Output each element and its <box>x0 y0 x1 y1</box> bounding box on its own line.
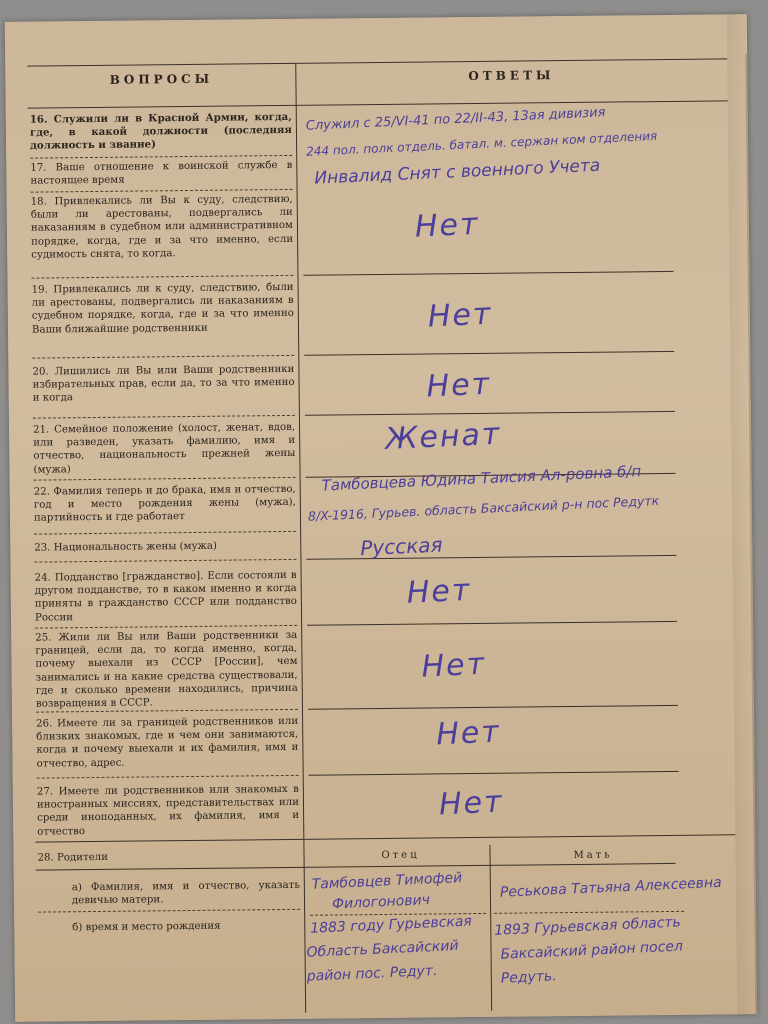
row-rule <box>34 531 296 535</box>
mother-birth-line1: 1893 Гурьевская область <box>493 914 682 939</box>
question-text: Жили ли Вы или Ваши родственники за границей, если да, то когда именно, когда, почему выехали из СССР [России], чем занимались и на какие средства существовали, где и сколько времени находились, причина возвращения в СССР. <box>35 629 298 710</box>
column-divider <box>295 63 306 1013</box>
row-rule <box>32 355 294 359</box>
parents-header-rule <box>36 863 676 871</box>
row-rule <box>35 625 297 629</box>
answer-16-line2: 244 пол. полк отдель. батал. м. сержан ком отделения <box>305 128 658 159</box>
row-rule <box>494 911 684 914</box>
row-rule <box>34 477 296 481</box>
answer-16-line1: Служил с 25/VI-41 по 22/II-43, 13ая дивизия <box>305 105 606 134</box>
answer-18: Нет <box>414 206 481 245</box>
row-rule <box>30 155 292 159</box>
question-28b: б) время и место рождения <box>72 920 221 934</box>
question-text: Родители <box>56 851 109 864</box>
answer-21: Женат <box>384 416 503 457</box>
question-text: Служили ли в Красной Армии, когда, где, в какой должности (последняя должность и звание) <box>29 110 292 153</box>
question-number: 20. <box>32 366 49 378</box>
answer-rule <box>303 271 673 276</box>
answer-23: Русская <box>359 532 444 561</box>
question-text: Семейное положение (холост, женат, вдов, или разведен, указать фамилию, имя и отчество, национальность прежней жены (мужа) <box>33 421 296 476</box>
question-28a: а) Фамилия, имя и отчество, указать девичью матери. <box>71 879 300 907</box>
father-name-line1: Тамбовцев Тимофей <box>311 869 463 893</box>
top-rule <box>27 58 727 66</box>
question-27 <box>37 783 300 839</box>
answer-25: Нет <box>420 646 487 685</box>
question-17 <box>30 159 292 188</box>
question-number: 25. <box>35 632 52 644</box>
question-number: 21. <box>33 424 50 436</box>
question-19 <box>32 281 295 337</box>
question-number: 23. <box>34 542 51 554</box>
answer-24: Нет <box>405 572 473 611</box>
mother-column-header: Мать <box>573 849 613 862</box>
row-rule <box>37 775 299 779</box>
row-rule <box>38 909 300 913</box>
question-number: 18. <box>30 196 47 208</box>
question-21 <box>33 421 296 477</box>
question-text: Привлекались ли к суду, следствию, были ли арестованы, подвергались ли наказаниям в судебном порядке, когда, где и за что именно Ваши ближайшие родственники <box>31 281 294 336</box>
row-rule <box>33 415 295 419</box>
question-text: Ваше отношение к воинской службе в настоящее время <box>30 159 293 187</box>
question-number: 28. <box>37 852 54 864</box>
questions-header: ВОПРОСЫ <box>109 71 214 87</box>
question-22 <box>34 483 296 525</box>
question-number: 17. <box>30 162 47 174</box>
question-number: 24. <box>34 572 51 584</box>
father-birth-line1: 1883 году Гурьевская <box>309 913 473 937</box>
question-text: Лишились ли Вы или Ваши родственники избирательных прав, если да, то за что именно и когда <box>32 363 295 405</box>
question-28 <box>37 849 299 865</box>
father-birth-line2: Область Баксайский <box>306 937 459 961</box>
father-name-line2: Филогонович <box>331 892 431 913</box>
answer-19: Нет <box>427 296 494 335</box>
answer-rule <box>308 705 678 710</box>
question-16 <box>30 111 292 153</box>
question-25 <box>35 629 298 711</box>
question-number: 27. <box>36 786 54 798</box>
mother-birth-line2: Баксайский район посел <box>500 938 684 963</box>
father-column-header: Отец <box>381 849 420 862</box>
answer-17: Инвалид Снят с военного Учета <box>313 155 601 189</box>
answer-26: Нет <box>435 714 502 753</box>
question-number: 19. <box>31 284 48 296</box>
answer-22-line2: 8/X-1916, Гурьев. область Баксайский р-н пос Редутк <box>307 492 660 524</box>
question-26 <box>36 715 299 771</box>
answer-rule <box>307 621 677 626</box>
question-text: Имеете ли за границей родственников или близких знакомых, где и чем они занимаются, когда и почему выехали и их фамилия, имя и отчество, адрес. <box>36 715 299 770</box>
mother-birth-line3: Редуть. <box>500 968 558 987</box>
row-rule <box>34 559 296 563</box>
answers-header: ОТВЕТЫ <box>468 68 555 84</box>
question-number: 16. <box>29 113 48 126</box>
header-rule <box>28 100 728 108</box>
answer-rule <box>304 351 674 356</box>
row-rule <box>31 275 293 279</box>
question-text: Фамилия теперь и до брака, имя и отчество, год и место рождения жены (мужа), партийность и где работает <box>33 483 296 525</box>
question-20 <box>32 363 294 405</box>
answer-27: Нет <box>438 784 505 823</box>
answer-22-line1: Тамбовцева Юдина Таисия Ал-ровна б/п <box>321 462 642 495</box>
question-number: 22. <box>33 486 50 498</box>
question-18 <box>31 193 294 262</box>
father-birth-line3: район пос. Редут. <box>306 962 438 985</box>
question-24 <box>35 569 298 625</box>
page-fold <box>745 54 757 1014</box>
parents-divider <box>489 845 492 1011</box>
answer-20: Нет <box>425 366 492 405</box>
question-number: 26. <box>36 718 53 730</box>
answer-rule <box>305 411 675 416</box>
mother-name: Реськова Татьяна Алексеевна <box>499 874 723 901</box>
questionnaire-page <box>5 14 757 1022</box>
question-text: Национальность жены (мужа) <box>53 540 218 554</box>
row-rule <box>31 189 293 193</box>
question-23 <box>34 539 296 555</box>
question-text: Имеете ли родственников или знакомых в иностранных миссиях, представительствах или среди иноподанных, их фамилия, имя и отчество <box>36 783 300 838</box>
question-text: Привлекались ли Вы к суду, следствию, были ли арестованы, подвергались ли наказаниям в судебном или административном порядке, когда, где и за что именно, если судимость снята, то когда. <box>30 193 294 261</box>
answer-rule <box>309 771 679 776</box>
question-text: Подданство [гражданство]. Если состояли в другом подданстве, то в каком именно и когда приняты в гражданство СССР или подданство России <box>34 569 297 624</box>
